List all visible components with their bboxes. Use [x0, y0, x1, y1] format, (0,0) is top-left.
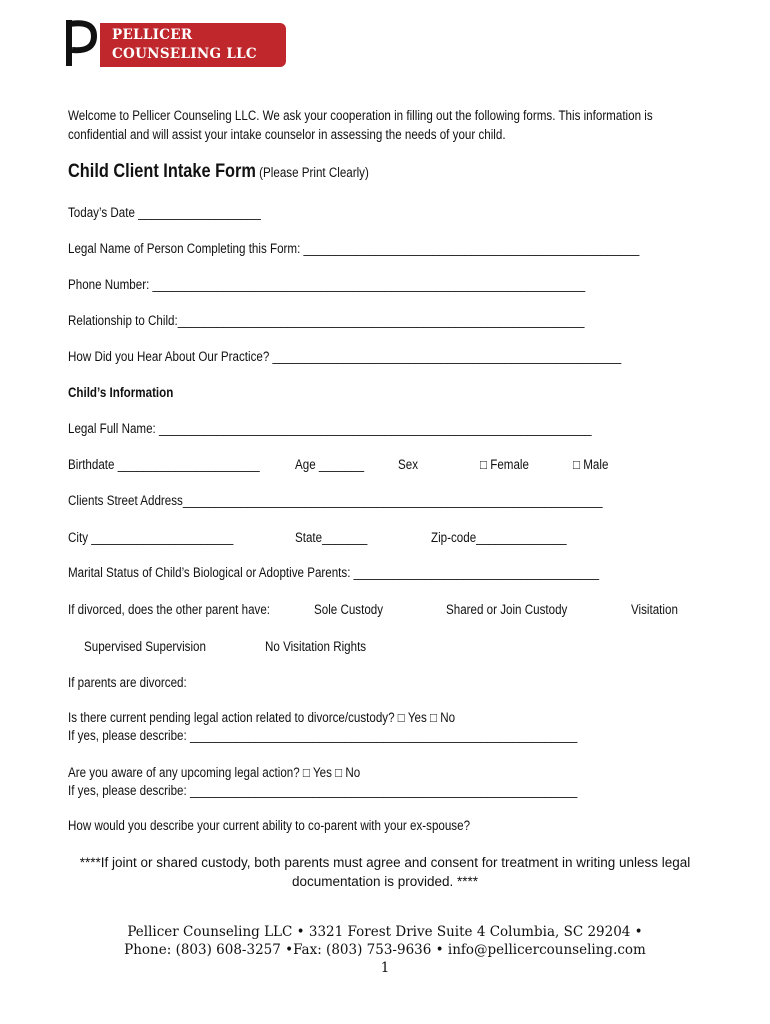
- street-address-field[interactable]: Clients Street Address_________________________________________________________________: [68, 493, 603, 508]
- footer-contact: Phone: (803) 608-3257 •Fax: (803) 753-9636 • info@pellicercounseling.com: [124, 942, 646, 958]
- zip-field[interactable]: Zip-code______________: [431, 530, 567, 545]
- upcoming-describe-field[interactable]: If yes, please describe: ____________________________________________________________: [68, 783, 578, 798]
- logo-p-icon: [64, 18, 98, 68]
- intro-line2: confidential and will assist your intake counselor in assessing the needs of your child.: [68, 127, 506, 142]
- intro-text: [68, 106, 653, 144]
- company-logo: [100, 23, 286, 67]
- form-title: Child Client Intake Form: [68, 161, 256, 182]
- parents-divorced-label: If parents are divorced:: [68, 675, 187, 690]
- pending-action-question[interactable]: Is there current pending legal action related to divorce/custody? □ Yes □ No: [68, 710, 456, 725]
- footer-address: Pellicer Counseling LLC • 3321 Forest Drive Suite 4 Columbia, SC 29204 •: [127, 924, 643, 940]
- legal-full-name-field[interactable]: Legal Full Name: ___________________________________________________________________: [68, 421, 592, 436]
- option-visitation[interactable]: Visitation: [631, 602, 678, 617]
- how-heard-field[interactable]: How Did you Hear About Our Practice? ______________________________________________________: [68, 349, 622, 364]
- upcoming-action-question[interactable]: Are you aware of any upcoming legal action? □ Yes □ No: [68, 765, 361, 780]
- logo-line2: COUNSELING LLC: [112, 46, 257, 62]
- option-supervised[interactable]: Supervised Supervision: [84, 639, 206, 654]
- todays-date-field[interactable]: Today’s Date ___________________: [68, 205, 261, 220]
- intro-line1: Welcome to Pellicer Counseling LLC. We ask your cooperation in filling out the following forms. This information is: [68, 108, 653, 123]
- childs-info-heading: Child’s Information: [68, 385, 174, 400]
- phone-field[interactable]: Phone Number: ___________________________________________________________________: [68, 277, 586, 292]
- page-footer: [0, 923, 770, 977]
- birthdate-field[interactable]: Birthdate ______________________: [68, 457, 260, 472]
- male-checkbox[interactable]: □ Male: [573, 457, 609, 472]
- form-title-row: [68, 161, 369, 183]
- custody-footnote: [0, 853, 770, 891]
- footnote-line2: documentation is provided. ****: [291, 874, 479, 889]
- form-title-note: (Please Print Clearly): [259, 165, 369, 180]
- option-shared-custody[interactable]: Shared or Join Custody: [446, 602, 568, 617]
- state-field[interactable]: State_______: [295, 530, 368, 545]
- logo-line1: PELLICER: [112, 27, 193, 43]
- city-field[interactable]: City ______________________: [68, 530, 234, 545]
- legal-name-completing-field[interactable]: Legal Name of Person Completing this Form: ____________________________________________________: [68, 241, 640, 256]
- footnote-line1: ****If joint or shared custody, both parents must agree and consent for treatment in writing unless legal: [79, 855, 691, 870]
- coparent-question: How would you describe your current ability to co-parent with your ex-spouse?: [68, 818, 471, 833]
- relationship-field[interactable]: Relationship to Child:_______________________________________________________________: [68, 313, 585, 328]
- marital-status-field[interactable]: Marital Status of Child’s Biological or Adoptive Parents: ______________________________________: [68, 565, 600, 580]
- page-number: 1: [380, 960, 390, 976]
- female-checkbox[interactable]: □ Female: [480, 457, 529, 472]
- pending-describe-field[interactable]: If yes, please describe: ____________________________________________________________: [68, 728, 578, 743]
- option-sole-custody[interactable]: Sole Custody: [314, 602, 384, 617]
- sex-label: Sex: [398, 457, 419, 472]
- option-no-visitation[interactable]: No Visitation Rights: [265, 639, 367, 654]
- divorced-question: If divorced, does the other parent have:: [68, 602, 271, 617]
- age-field[interactable]: Age _______: [295, 457, 365, 472]
